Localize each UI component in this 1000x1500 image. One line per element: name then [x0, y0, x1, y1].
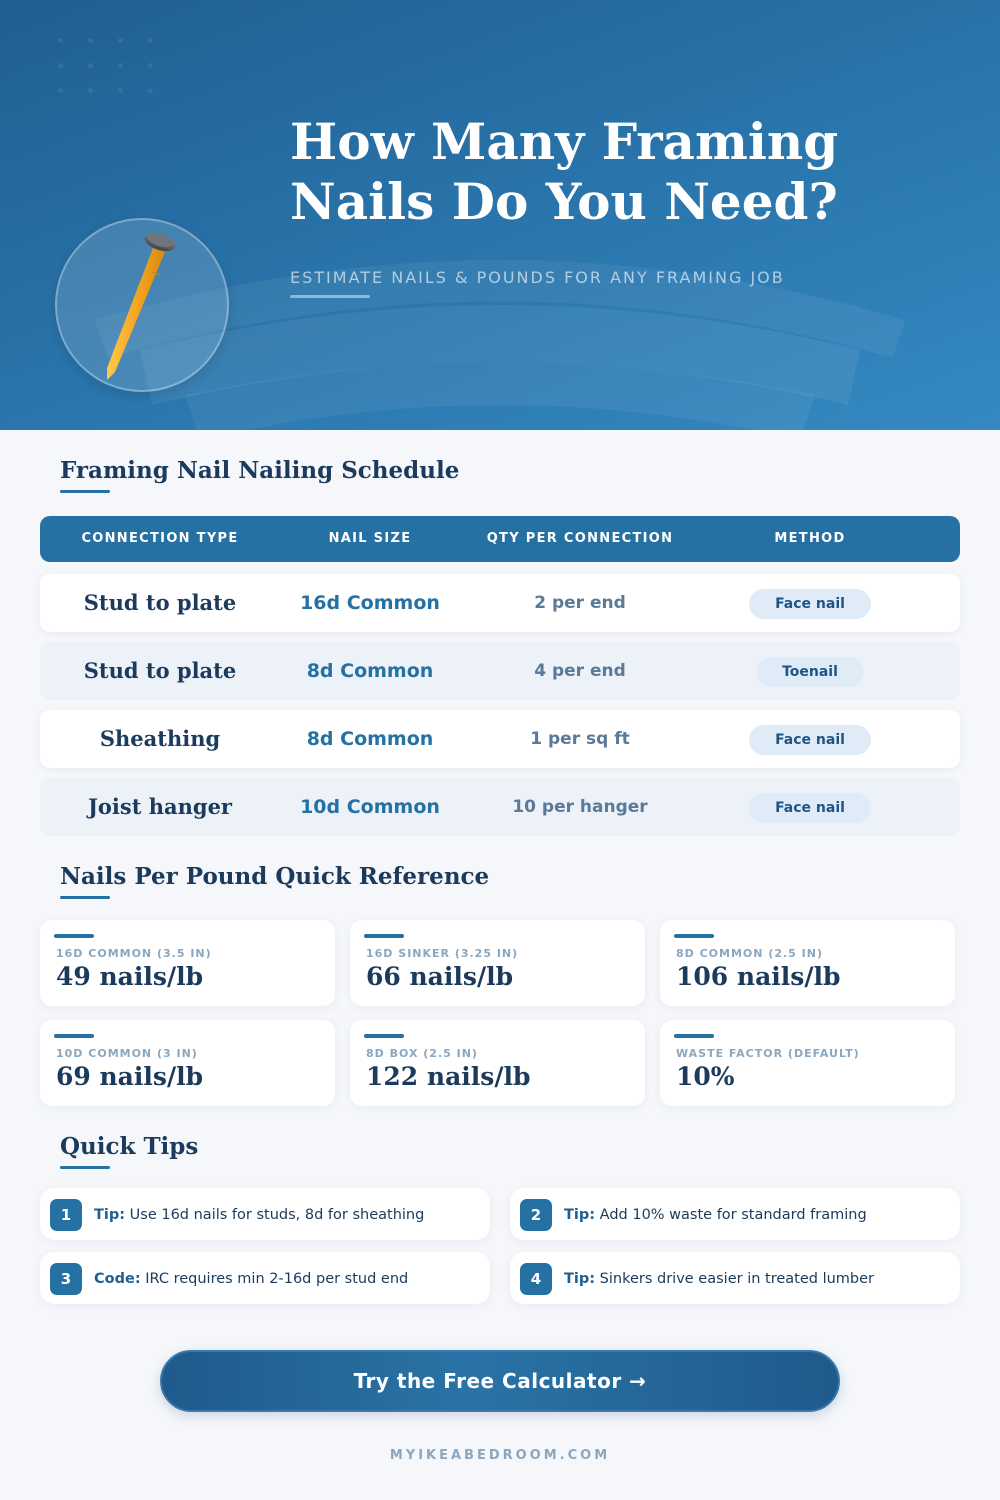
stat-card: [40, 920, 335, 1006]
table-header: [40, 516, 960, 562]
stat-label: 16D SINKER (3.25 IN): [366, 947, 519, 960]
tip-item: [510, 1252, 960, 1304]
tip-keyword: Tip:: [564, 1271, 596, 1287]
method-cell: [700, 642, 920, 700]
tip-text: [94, 1252, 408, 1304]
column-header-nail-size: NAIL SIZE: [328, 531, 412, 546]
tip-item: [40, 1188, 490, 1240]
method-cell: [700, 710, 920, 768]
connection-type: Stud to plate: [83, 590, 237, 615]
stat-label: 16D COMMON (3.5 IN): [56, 947, 212, 960]
stat-label: WASTE FACTOR (DEFAULT): [676, 1047, 860, 1060]
nail-size: 8d Common: [306, 728, 434, 750]
card-accent-bar: [364, 1034, 404, 1038]
subtitle-underline: [290, 295, 370, 298]
section-underline: [60, 1166, 110, 1169]
stat-card: [350, 1020, 645, 1106]
stat-card: [350, 920, 645, 1006]
reference-title: Nails Per Pound Quick Reference: [60, 863, 490, 890]
stat-card: [660, 1020, 955, 1106]
nail-size: 16d Common: [300, 592, 440, 614]
tip-item: [40, 1252, 490, 1304]
qty-per-connection: 2 per end: [534, 593, 626, 613]
method-badge: Toenail: [756, 657, 864, 687]
card-accent-bar: [364, 934, 404, 938]
tip-text: [564, 1252, 874, 1304]
connection-type: Joist hanger: [87, 794, 232, 819]
tip-text: [94, 1188, 424, 1240]
nail-icon: [57, 220, 231, 394]
tip-number-badge: 4: [520, 1263, 552, 1295]
stat-label: 8D COMMON (2.5 IN): [676, 947, 823, 960]
table-row: [40, 642, 960, 700]
table-row: [40, 574, 960, 632]
connection-type: Sheathing: [99, 726, 221, 751]
method-cell: [700, 574, 920, 632]
method-cell: [700, 778, 920, 836]
tip-keyword: Tip:: [564, 1207, 596, 1223]
footer-site-link[interactable]: MYIKEABEDROOM.COM: [389, 1448, 611, 1463]
tip-body: Use 16d nails for studs, 8d for sheathing: [125, 1207, 425, 1223]
tip-item: [510, 1188, 960, 1240]
stat-value: 69 nails/lb: [56, 1062, 204, 1091]
card-accent-bar: [54, 1034, 94, 1038]
column-header-method: METHOD: [774, 531, 846, 546]
page-title: [290, 112, 910, 232]
page-subtitle: ESTIMATE NAILS & POUNDS FOR ANY FRAMING JOB: [290, 268, 785, 287]
section-underline: [60, 896, 110, 899]
tip-body: IRC requires min 2-16d per stud end: [140, 1271, 409, 1287]
stat-value: 49 nails/lb: [56, 962, 204, 991]
section-underline: [60, 490, 110, 493]
schedule-title: Framing Nail Nailing Schedule: [60, 457, 460, 484]
tips-title: Quick Tips: [60, 1133, 199, 1160]
stat-value: 106 nails/lb: [676, 962, 841, 991]
qty-per-connection: 10 per hanger: [512, 797, 648, 817]
card-accent-bar: [674, 934, 714, 938]
tip-text: [564, 1188, 867, 1240]
table-row: [40, 710, 960, 768]
tip-keyword: Tip:: [94, 1207, 126, 1223]
connection-type: Stud to plate: [83, 658, 237, 683]
tip-keyword: Code:: [94, 1271, 141, 1287]
table-row: [40, 778, 960, 836]
hero-banner: [0, 0, 1000, 430]
column-header-connection: CONNECTION TYPE: [81, 531, 239, 546]
tip-number-badge: 3: [50, 1263, 82, 1295]
stat-value: 10%: [676, 1062, 735, 1091]
stat-value: 66 nails/lb: [366, 962, 514, 991]
title-line-1: How Many Framing: [290, 112, 839, 171]
nail-icon-badge: [55, 218, 229, 392]
tip-body: Add 10% waste for standard framing: [595, 1207, 867, 1223]
tip-number-badge: 1: [50, 1199, 82, 1231]
card-accent-bar: [54, 934, 94, 938]
stat-label: 8D BOX (2.5 IN): [366, 1047, 478, 1060]
title-line-2: Nails Do You Need?: [290, 172, 838, 231]
stat-value: 122 nails/lb: [366, 1062, 531, 1091]
card-accent-bar: [674, 1034, 714, 1038]
tip-number-badge: 2: [520, 1199, 552, 1231]
method-badge: Face nail: [749, 589, 871, 619]
qty-per-connection: 1 per sq ft: [530, 729, 630, 749]
stat-card: [660, 920, 955, 1006]
method-badge: Face nail: [749, 793, 871, 823]
try-calculator-button[interactable]: Try the Free Calculator →: [160, 1350, 840, 1412]
method-badge: Face nail: [749, 725, 871, 755]
column-header-qty: QTY PER CONNECTION: [486, 531, 674, 546]
stat-card: [40, 1020, 335, 1106]
qty-per-connection: 4 per end: [534, 661, 626, 681]
nail-size: 10d Common: [300, 796, 440, 818]
stat-label: 10D COMMON (3 IN): [56, 1047, 198, 1060]
nail-size: 8d Common: [306, 660, 434, 682]
tip-body: Sinkers drive easier in treated lumber: [595, 1271, 875, 1287]
